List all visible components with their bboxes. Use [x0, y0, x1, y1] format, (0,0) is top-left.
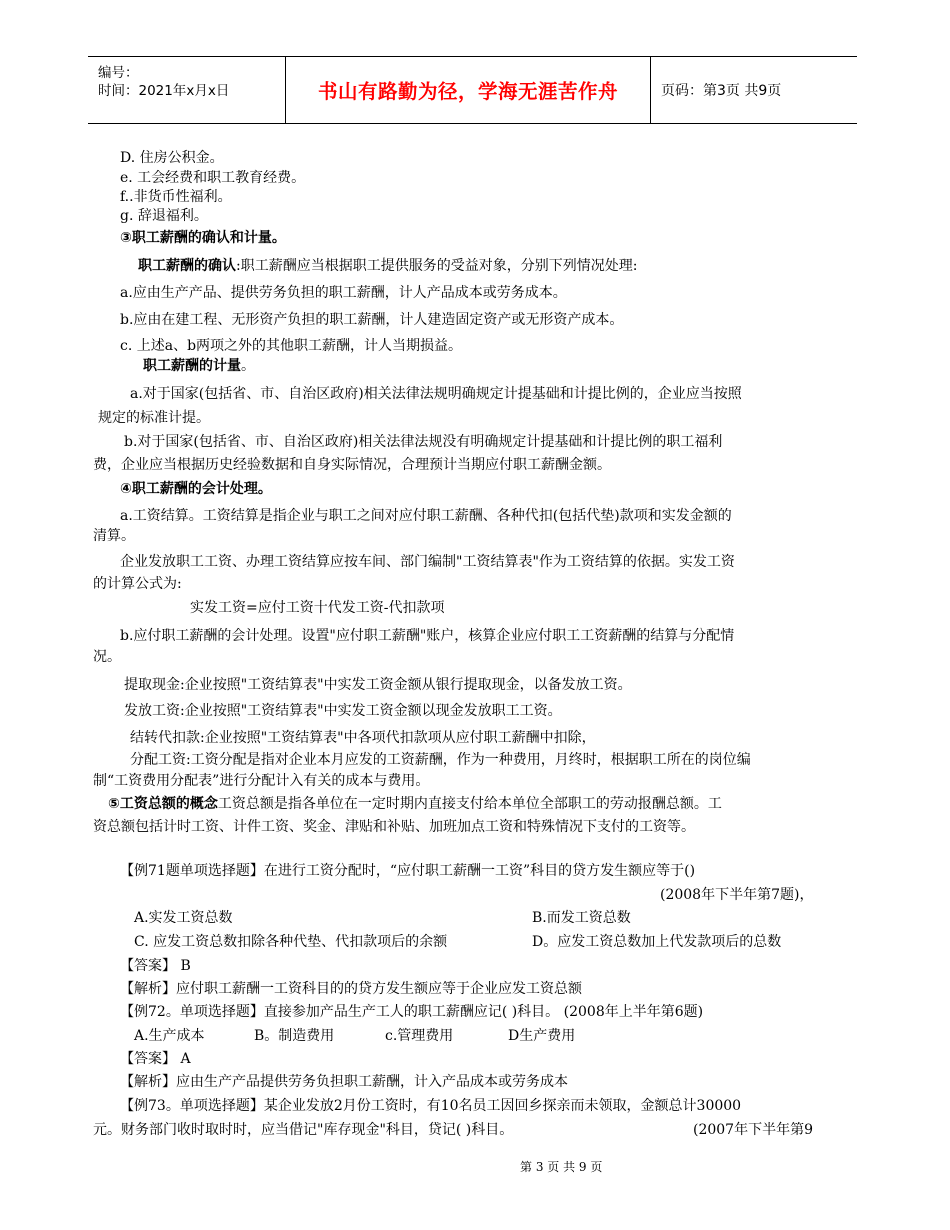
text-line: f..非货币性福利。 — [120, 189, 232, 205]
text-line: a.应由生产产品、提供劳务负担的职工薪酬，计人产品成本或劳务成本。 — [120, 285, 567, 301]
number-label: 编号： — [98, 65, 139, 81]
text-line: 费，企业应当根据历史经验数据和自身实际情况，合理预计当期应付职工薪酬金额。 — [93, 457, 611, 473]
formula: 实发工资=应付工资十代发工资-代扣款项 — [190, 600, 445, 616]
text-line: 职工薪酬的确认:职工薪酬应当根据职工提供服务的受益对象，分别下列情况处理: — [138, 258, 638, 274]
date-label: 时间：2021年x月x日 — [98, 83, 230, 99]
answer: 【答案】 B — [120, 958, 191, 974]
text-line: a.工资结算。工资结算是指企业与职工之间对应付职工薪酬、各种代扣(包括代垫)款项和实发金额的 — [120, 508, 732, 524]
text-line: 结转代扣款:企业按照"工资结算表"中各项代扣款项从应付职工薪酬中扣除， — [130, 730, 596, 746]
text-line: ⑤工资总额的概念工资总额是指各单位在一定时期内直接支付给本单位全部职工的劳动报酬总额。工 — [108, 796, 722, 812]
text-line: e. 工会经费和职工教育经费。 — [120, 170, 306, 186]
question-source: (2007年下半年第9 — [693, 1122, 813, 1138]
text-line: b.对于国家(包括省、市、自治区政府)相关法律法规没有明确规定计提基础和计提比例的职工福利 — [124, 434, 723, 450]
page-footer: 第 3 页 共 9 页 — [520, 1160, 603, 1174]
text-line: 制“工资费用分配表”进行分配计入有关的成本与费用。 — [93, 773, 430, 789]
text-line: 职工薪酬的计量。 — [143, 358, 255, 374]
answer: 【答案】 A — [120, 1051, 191, 1067]
text-line: b.应付职工薪酬的会计处理。设置"应付职工薪酬"账户，核算企业应付职工工资薪酬的结算与分配情 — [120, 628, 735, 644]
bold-term: 职工薪酬的确认 — [138, 258, 236, 274]
option-a: A.生产成本 — [134, 1028, 205, 1044]
explanation: 【解析】应由生产产品提供劳务负担职工薪酬，计入产品成本或劳务成本 — [120, 1074, 568, 1090]
text-line: a.对于国家(包括省、市、自治区政府)相关法律法规明确规定计提基础和计提比例的，企业应当按照 — [130, 386, 742, 402]
option-c: C. 应发工资总数扣除各种代垫、代扣款项后的余额 — [134, 934, 448, 950]
question-source: (2008年下半年第7题)， — [660, 887, 814, 903]
text-line: 况。 — [93, 649, 121, 665]
question-73: 【例73。单项选择题】某企业发放2月份工资时，有10名员工因回乡探亲而未领取，金额总计30000 — [120, 1098, 742, 1114]
text-line: 分配工资:工资分配是指对企业本月应发的工资薪酬，作为一种费用，月终时，根据职工所在的岗位编 — [130, 752, 751, 768]
header-meta — [88, 57, 284, 123]
option-b: B.而发工资总数 — [532, 910, 631, 926]
text-line: 企业发放职工工资、办理工资结算应按车间、部门编制"工资结算表"作为工资结算的依据。实发工资 — [120, 554, 735, 570]
header-motto: 书山有路勤为径，学海无涯苦作舟 — [285, 57, 651, 123]
bold-term: ⑤工资总额的概念 — [108, 796, 218, 812]
text-line: 发放工资:企业按照"工资结算表"中实发工资金额以现金发放职工工资。 — [124, 703, 562, 719]
text-line: D. 住房公积金。 — [120, 150, 224, 166]
text-line: 资总额包括计时工资、计件工资、奖金、津贴和补贴、加班加点工资和特殊情况下支付的工资等。 — [93, 819, 695, 835]
option-d: D。应发工资总数加上代发款项后的总数 — [532, 934, 782, 950]
text-line: 的计算公式为: — [93, 576, 182, 592]
text-line: b.应由在建工程、无形资产负担的职工薪酬，计人建造固定资产或无形资产成本。 — [120, 312, 624, 328]
option-a: A.实发工资总数 — [134, 910, 233, 926]
explanation: 【解析】应付职工薪酬一工资科目的的贷方发生额应等于企业应发工资总额 — [120, 981, 582, 997]
question-71: 【例71题单项选择题】在进行工资分配时，“应付职工薪酬一工资”科目的贷方发生额应等于() — [120, 863, 696, 879]
text-line: 清算。 — [93, 528, 135, 544]
page-header — [88, 56, 857, 124]
text-line: c. 上述a、b两项之外的其他职工薪酬，计人当期损益。 — [120, 338, 463, 354]
bold-term: 职工薪酬的计量 — [143, 358, 241, 374]
section-heading: ③职工薪酬的确认和计量。 — [120, 230, 286, 246]
option-c: c.管理费用 — [385, 1028, 454, 1044]
section-heading: ④职工薪酬的会计处理。 — [120, 481, 272, 497]
text-line: 提取现金:企业按照"工资结算表"中实发工资金额从银行提取现金，以备发放工资。 — [124, 677, 632, 693]
header-page-info: 页码：第3页 共9页 — [661, 83, 782, 99]
question-72: 【例72。单项选择题】直接参加产品生产工人的职工薪酬应记( )科目。 (2008年上半年第6题) — [120, 1004, 704, 1020]
option-b: B。制造费用 — [254, 1028, 335, 1044]
text-line: 元。财务部门收时取时时，应当借记"库存现金"科目，贷记( )科目。 — [93, 1122, 514, 1138]
text-line: 规定的标准计提。 — [98, 410, 210, 426]
option-d: D生产费用 — [508, 1028, 576, 1044]
text-line: g. 辞退福利。 — [120, 208, 208, 224]
